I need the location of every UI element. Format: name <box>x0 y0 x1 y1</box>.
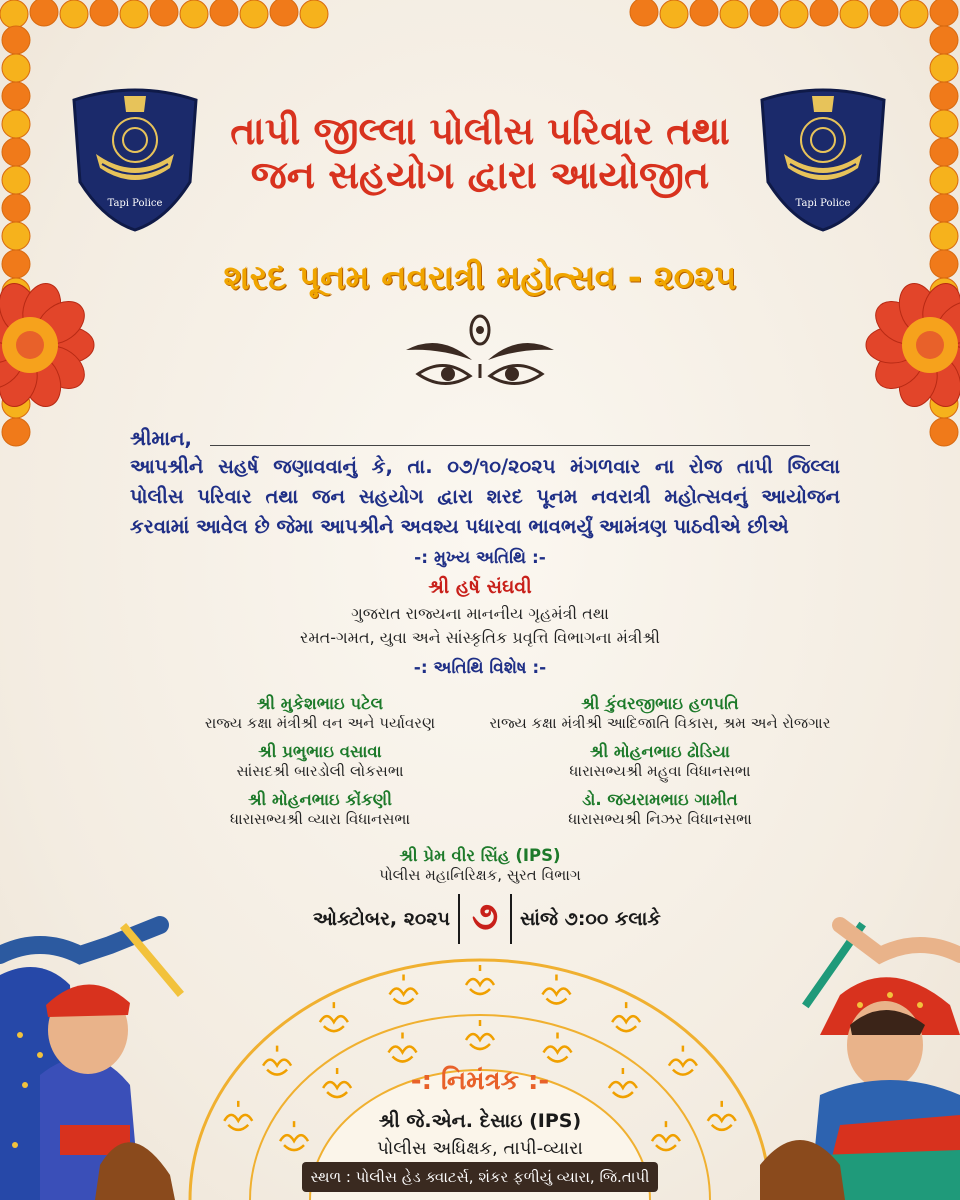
event-title: શરદ પૂનમ નવરાત્રી મહોત્સવ - ૨૦૨૫ <box>223 258 737 298</box>
date-divider-left <box>458 894 460 944</box>
durga-eyes-icon <box>400 312 560 404</box>
chief-guest-desc1: ગુજરાત રાજ્યના માનનીય ગૃહમંત્રી તથા <box>351 604 609 623</box>
guest-desc: સાંસદશ્રી બારડોલી લોકસભા <box>236 762 404 780</box>
guest-name-ig: શ્રી પ્રેમ વીર સિંહ (IPS) <box>399 846 561 865</box>
svg-text:Tapi Police: Tapi Police <box>795 198 851 209</box>
guest-name: શ્રી મોહનભાઇ કોંકણી <box>248 790 392 809</box>
invitation-paragraph <box>130 452 840 542</box>
svg-text:Tapi Police: Tapi Police <box>107 198 163 209</box>
event-day: ૭ <box>471 894 499 938</box>
chief-guest-name: શ્રી હર્ષ સંઘવી <box>428 576 532 598</box>
event-time: સાંજે ૭:૦૦ કલાકે <box>520 908 661 930</box>
inviter-designation: પોલીસ અધિક્ષક, તાપી-વ્યારા <box>377 1138 583 1159</box>
guest-name: શ્રી મોહનભાઇ ઢોડિયા <box>590 742 730 761</box>
date-divider-right <box>510 894 512 944</box>
special-guests-heading: -: અતિથિ વિશેષ :- <box>413 658 547 678</box>
organizer-title-line2: જન સહયોગ દ્વારા આયોજીત <box>250 153 710 197</box>
special-guests-left-column <box>170 694 470 828</box>
guest-name: શ્રી પ્રભુભાઇ વસાવા <box>258 742 382 761</box>
chief-guest-desc2: રમત-ગમત, યુવા અને સાંસ્કૃતિક પ્રવૃત્તિ વિભાગના મંત્રીશ્રી <box>300 628 660 647</box>
salutation: શ્રીમાન, <box>130 427 192 450</box>
guest-desc-ig: પોલીસ મહાનિરિક્ષક, સુરત વિભાગ <box>379 866 581 884</box>
guest-name: ડો. જયરામભાઇ ગામીત <box>582 790 738 809</box>
guest-desc: ધારાસભ્યશ્રી નિઝર વિધાનસભા <box>568 810 752 828</box>
inviter-name: શ્રી જે.એન. દેસાઇ (IPS) <box>378 1110 582 1132</box>
chief-guest-heading: -: મુખ્ય અતિથિ :- <box>414 548 546 568</box>
name-blank-line <box>210 445 810 446</box>
guest-desc: રાજ્ય કક્ષા મંત્રીશ્રી વન અને પર્યાવરણ <box>204 714 436 732</box>
inviter-heading: -: નિમંત્રક :- <box>410 1066 550 1096</box>
invitation-line1: આપશ્રીને સહર્ષ જણાવવાનું કે, તા. ૦૭/૧૦/૨૦૨૫ મંગળવાર ના રોજ તાપી જિલ્લા <box>130 455 840 478</box>
organizer-title-line1: તાપી જીલ્લા પોલીસ પરિવાર તથા <box>230 109 730 153</box>
special-guests-right-column <box>470 694 850 828</box>
guest-name: શ્રી મુકેશભાઇ પટેલ <box>256 694 384 713</box>
guest-name: શ્રી કુંવરજીભાઇ હળપતિ <box>581 694 739 713</box>
event-month-year: ઓક્ટોબર, ૨૦૨૫ <box>312 908 450 930</box>
venue-bar: સ્થળ : પોલીસ હેડ ક્વાટર્સ, શંકર ફળીયું વ્યારા, જિ.તાપી <box>302 1162 658 1192</box>
guest-desc: રાજ્ય કક્ષા મંત્રીશ્રી આદિજાતિ વિકાસ, શ્રમ અને રોજગાર <box>489 714 831 732</box>
marigold-garland-decoration <box>0 0 960 480</box>
guest-desc: ધારાસભ્યશ્રી વ્યારા વિધાનસભા <box>229 810 411 828</box>
invitation-line2: પોલીસ પરિવાર તથા જન સહયોગ દ્વારા શરદ પૂનમ નવરાત્રી મહોત્સવનું આયોજન <box>130 485 840 508</box>
invitation-line3: કરવામાં આવેલ છે જેમા આપશ્રીને અવશ્ય પધારવા ભાવભર્યું આમંત્રણ પાઠવીએ છીએ <box>130 515 789 538</box>
guest-desc: ધારાસભ્યશ્રી મહુવા વિધાનસભા <box>569 762 751 780</box>
